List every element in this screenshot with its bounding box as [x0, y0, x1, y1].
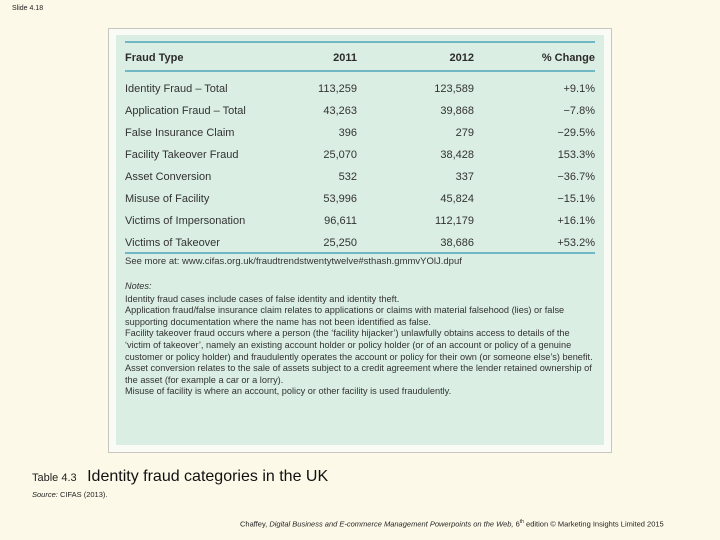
note-item: Application fraud/false insurance claim relates to applications or claims with material falsehood (lies) or false supporting documentation where the name has not been identified as false. [125, 305, 565, 327]
source-citation [32, 490, 107, 499]
header-2012: 2012 [449, 52, 474, 64]
table-panel [108, 28, 612, 453]
row-fraud-type: Application Fraud – Total [125, 105, 246, 117]
table-row [125, 167, 595, 189]
table-row [125, 101, 595, 123]
source-rule [125, 252, 595, 254]
row-change: −29.5% [557, 127, 595, 139]
note-item: Misuse of facility is where an account, policy or other facility is used fraudulently. [125, 386, 452, 397]
table-background [116, 35, 604, 445]
row-fraud-type: Identity Fraud – Total [125, 83, 228, 95]
row-2011: 25,070 [323, 149, 357, 161]
footer-credit [240, 519, 664, 529]
table-caption [32, 468, 328, 486]
notes-block [125, 281, 594, 398]
row-change: −15.1% [557, 193, 595, 205]
row-fraud-type: Facility Takeover Fraud [125, 149, 239, 161]
row-2012: 112,179 [435, 215, 474, 227]
row-2011: 396 [338, 127, 357, 139]
row-2012: 337 [455, 171, 474, 183]
row-2011: 113,259 [318, 83, 357, 95]
citation-prefix: Source: [32, 490, 58, 499]
citation-text: CIFAS (2013). [59, 490, 108, 499]
notes-title: Notes: [125, 281, 152, 291]
row-change: +16.1% [557, 215, 595, 227]
table-row [125, 145, 595, 167]
row-2012: 38,686 [440, 237, 474, 249]
row-2011: 53,996 [323, 193, 357, 205]
row-fraud-type: Victims of Impersonation [125, 215, 246, 227]
footer-edition-suffix: th [519, 519, 524, 525]
caption-label: Table 4.3 [32, 472, 77, 484]
table-row [125, 189, 595, 211]
table-row [125, 211, 595, 233]
row-change: −36.7% [557, 171, 595, 183]
caption-title: Identity fraud categories in the UK [87, 468, 329, 485]
table-row [125, 123, 595, 145]
row-2012: 45,824 [440, 193, 474, 205]
note-item: Asset conversion relates to the sale of assets subject to a credit agreement where the lender retained ownership of the asset (for example a car or a lorry). [125, 363, 592, 385]
source-link: See more at: www.cifas.org.uk/fraudtrendstwentytwelve#sthash.gmmvYOlJ.dpuf [125, 256, 462, 267]
header-2011: 2011 [333, 52, 357, 64]
row-fraud-type: Misuse of Facility [125, 193, 210, 205]
row-change: +53.2% [557, 237, 595, 249]
row-fraud-type: Asset Conversion [125, 171, 212, 183]
table-row [125, 79, 595, 101]
footer-book-title: Digital Business and E-commerce Management Powerpoints on the Web, [269, 519, 514, 529]
row-change: 153.3% [557, 149, 595, 161]
row-2011: 96,611 [324, 215, 357, 227]
row-2012: 39,868 [440, 105, 474, 117]
header-rule [125, 70, 595, 72]
footer-rest: edition © Marketing Insights Limited 2015 [526, 519, 664, 529]
top-rule [125, 41, 595, 43]
row-change: −7.8% [563, 105, 595, 117]
footer-edition-number: 6 [515, 519, 520, 529]
note-item: Facility takeover fraud occurs where a person (the ‘facility hijacker’) unlawfully obtains access to details of the ‘victim of takeover’, namely an existing account holder or policy holder (or of an account or policy of a genuine customer or policy holder) and fraudulently operates the account or policy for their own (or someone else’s) benefit. [125, 328, 593, 362]
row-2011: 25,250 [323, 237, 357, 249]
row-2012: 38,428 [440, 149, 474, 161]
note-item: Identity fraud cases include cases of false identity and identity theft. [125, 293, 400, 304]
slide-number: Slide 4.18 [12, 5, 44, 12]
row-2012: 279 [455, 127, 474, 139]
row-fraud-type: False Insurance Claim [125, 127, 235, 139]
row-change: +9.1% [563, 83, 595, 95]
row-2012: 123,589 [434, 83, 474, 95]
header-percent-change: % Change [541, 52, 595, 64]
row-2011: 532 [338, 171, 357, 183]
row-fraud-type: Victims of Takeover [125, 237, 220, 249]
footer-author: Chaffey, [240, 519, 268, 529]
header-fraud-type: Fraud Type [125, 52, 184, 64]
row-2011: 43,263 [323, 105, 357, 117]
